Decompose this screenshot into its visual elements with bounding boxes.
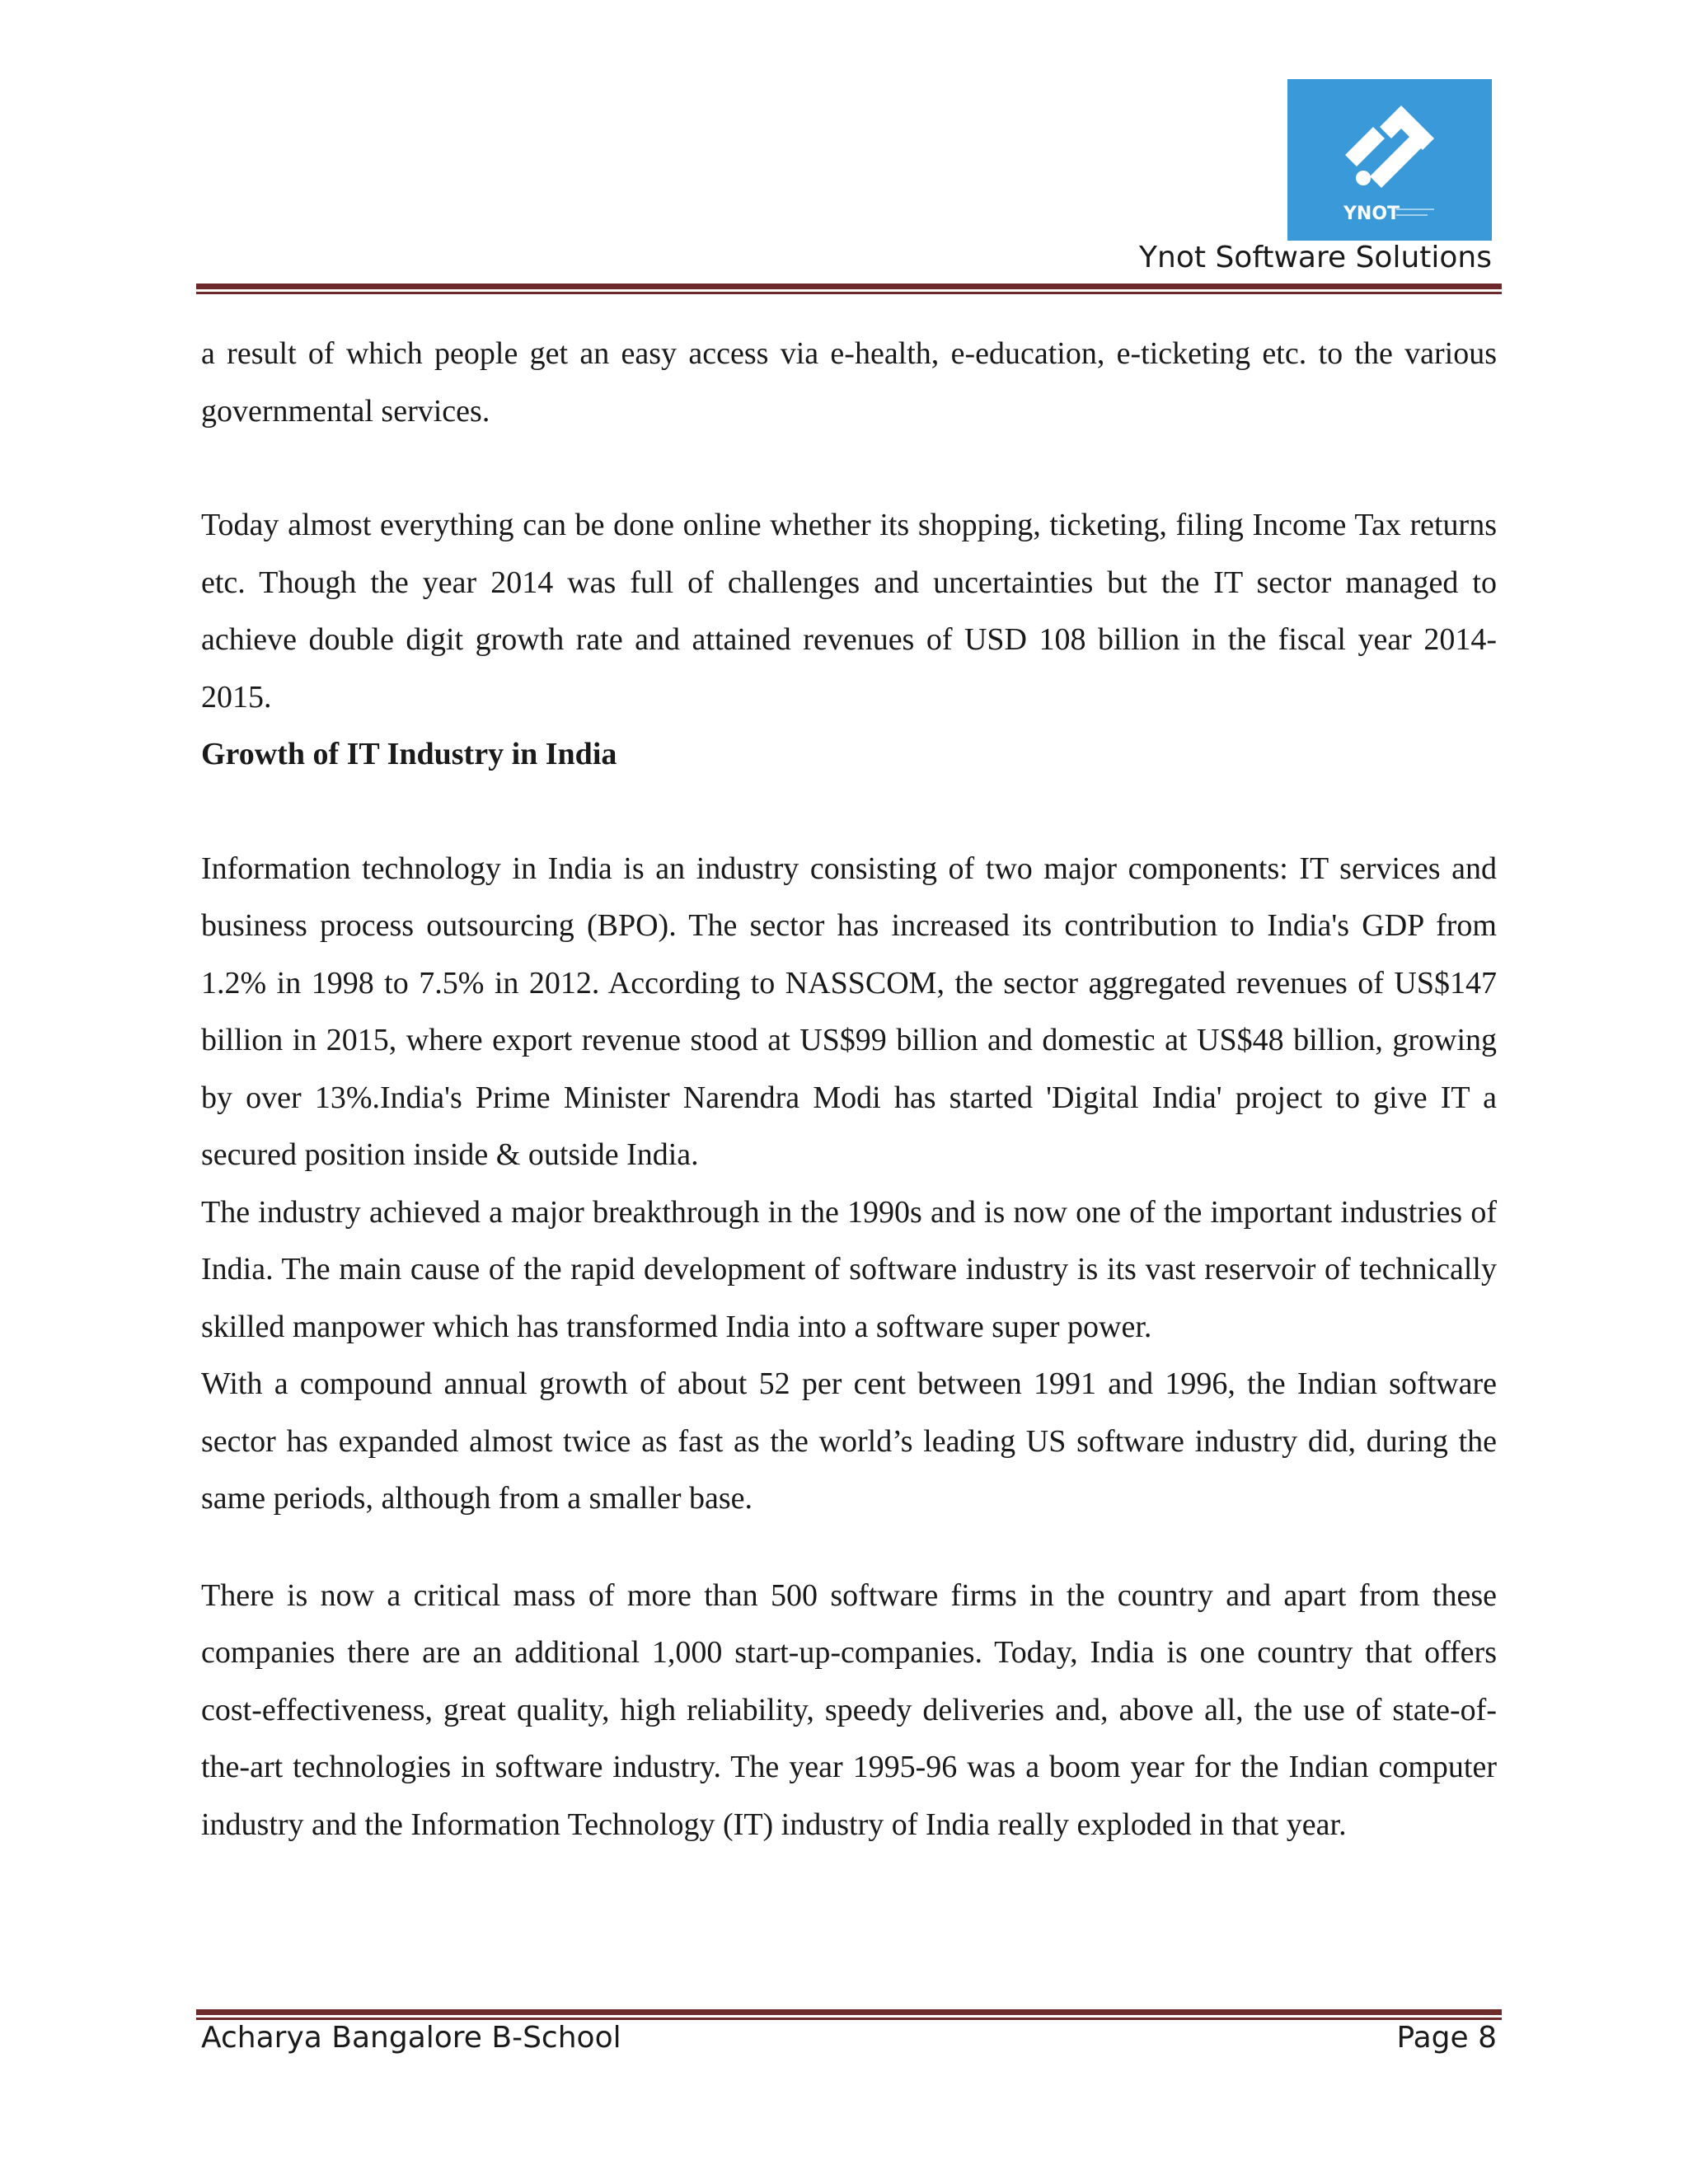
ynot-logo-icon — [1287, 79, 1492, 241]
footer-school-name: Acharya Bangalore B-School — [201, 2021, 621, 2055]
paragraph-3: Information technology in India is an industry consisting of two major components: IT services and business process outsourcing (BPO). The sector has increased its contribution to India's GDP from 1.2% in 1998 to 7.5% in 2012. According to NASSCOM, the sector aggregated revenues of US$147 billion in 2015, where export revenue stood at US$99 billion and domestic at US$48 billion, growing by over 13%.India's Prime Minister Narendra Modi has started 'Digital India' project to give IT a secured position inside & outside India. — [201, 851, 1497, 1172]
logo-wordmark: YNOT — [1343, 204, 1400, 224]
header-title: Ynot Software Solutions — [1139, 241, 1492, 274]
paragraph-2: Today almost everything can be done online whether its shopping, ticketing, filing Income Tax returns etc. Though the year 2014 was full of challenges and uncertainties but the IT sector managed to achieve double digit growth rate and attained revenues of USD 108 billion in the fiscal year 2014-2015. — [201, 508, 1497, 715]
paragraph-4: The industry achieved a major breakthrough in the 1990s and is now one of the important industries of India. The main cause of the rapid development of software industry is its vast reservoir of technically skilled manpower which has transformed India into a software super power. — [201, 1194, 1497, 1344]
paragraph-5: With a compound annual growth of about 52 per cent between 1991 and 1996, the Indian software sector has expanded almost twice as fast as the world’s leading US software industry did, during the same periods, although from a smaller base. — [201, 1366, 1497, 1516]
page-number: Page 8 — [1396, 2021, 1497, 2055]
header-divider — [196, 284, 1502, 294]
footer-divider — [196, 2009, 1502, 2020]
paragraph-1: a result of which people get an easy access via e-health, e-education, e-ticketing etc. to the various governmental services. — [201, 336, 1497, 429]
company-logo — [1287, 79, 1492, 241]
page-content — [201, 326, 1497, 1854]
section-heading: Growth of IT Industry in India — [201, 737, 617, 771]
paragraph-6: There is now a critical mass of more than 500 software firms in the country and apart from these companies there are an additional 1,000 start-up-companies. Today, India is one country that offers cost-effectiveness, great quality, high reliability, speedy deliveries and, above all, the use of state-of-the-art technologies in software industry. The year 1995-96 was a boom year for the Indian computer industry and the Information Technology (IT) industry of India really exploded in that year. — [201, 1577, 1497, 1842]
